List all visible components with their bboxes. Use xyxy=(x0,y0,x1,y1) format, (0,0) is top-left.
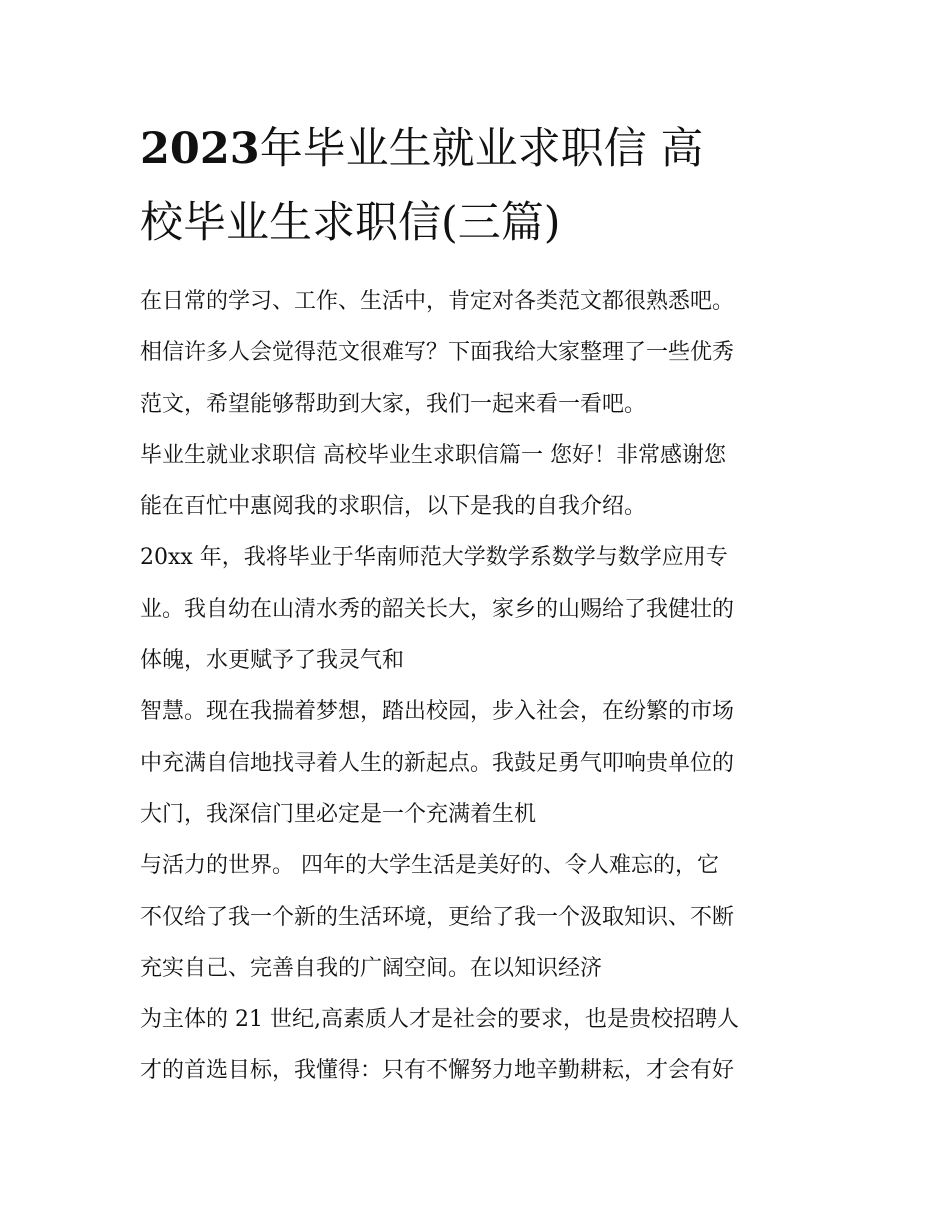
title-line-1 xyxy=(140,112,820,186)
body-line: 在日常的学习、工作、生活中，肯定对各类范文都很熟悉吧。 xyxy=(140,289,735,314)
body-line: 毕业生就业求职信 高校毕业生求职信篇一 您好！非常感谢您 xyxy=(140,442,726,468)
body-line: 才的首选目标，我懂得：只有不懈努力地辛勤耕耘，才会有好 xyxy=(140,1058,735,1084)
document-title xyxy=(140,112,820,260)
body-line: 体魄，水更赋予了我灵气和 xyxy=(140,648,405,674)
body-line: 业。我自幼在山清水秀的韶关长大，家乡的山赐给了我健壮的 xyxy=(140,596,735,622)
body-line: 20xx 年，我将毕业于华南师范大学数学系数学与数学应用专 xyxy=(140,545,728,571)
body-line: 相信许多人会觉得范文很难写？下面我给大家整理了一些优秀 xyxy=(140,340,735,366)
body-line: 与活力的世界。 四年的大学生活是美好的、令人难忘的，它 xyxy=(140,853,719,879)
body-line: 充实自己、完善自我的广阔空间。在以知识经济 xyxy=(140,955,603,981)
title-line-2: 校毕业生求职信(三篇) xyxy=(140,198,561,248)
body-line: 范文，希望能够帮助到大家，我们一起来看一看吧。 xyxy=(140,391,647,417)
title-line-1-text: 年毕业生就业求职信 高 xyxy=(259,124,704,174)
body-line: 为主体的 21 世纪,高素质人才是社会的要求，也是贵校招聘人 xyxy=(140,1007,739,1033)
title-year: 2023 xyxy=(140,124,260,174)
body-line: 中充满自信地找寻着人生的新起点。我鼓足勇气叩响贵单位的 xyxy=(140,750,735,776)
document-body xyxy=(140,276,820,1097)
body-line: 能在百忙中惠阅我的求职信，以下是我的自我介绍。 xyxy=(140,494,647,520)
body-line: 不仅给了我一个新的生活环境，更给了我一个汲取知识、不断 xyxy=(140,904,735,930)
body-line: 智慧。现在我揣着梦想，踏出校园，步入社会，在纷繁的市场 xyxy=(140,699,735,725)
body-line: 大门，我深信门里必定是一个充满着生机 xyxy=(140,801,537,827)
